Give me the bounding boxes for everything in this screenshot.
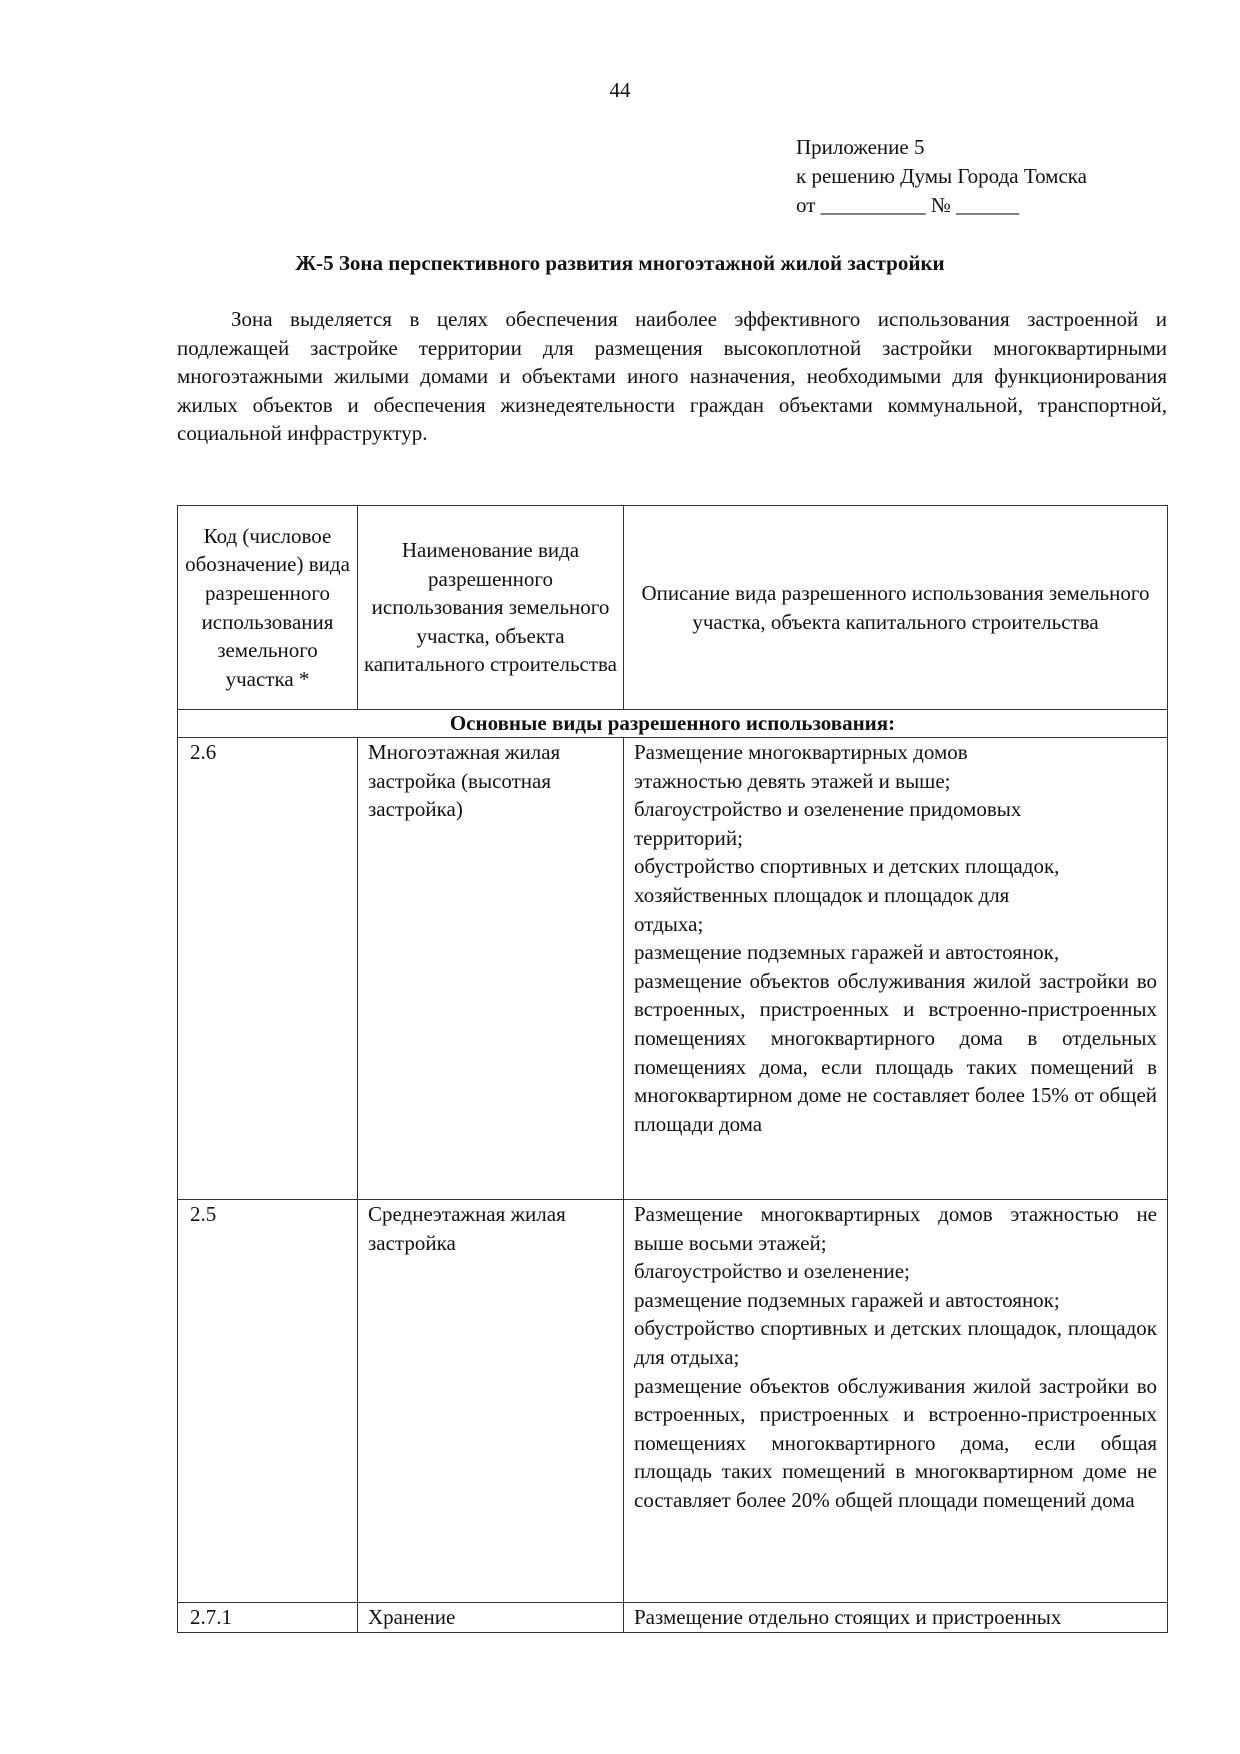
description-line: размещение подземных гаражей и автостоянок;	[634, 1287, 1060, 1312]
description-line: хозяйственных площадок и площадок для	[634, 882, 1010, 907]
description-line: размещение подземных гаражей и автостоянок,	[634, 940, 1060, 965]
header-description: Описание вида разрешенного использования земельного участка, объекта капитального строительства	[624, 506, 1168, 710]
cell-name: Хранение	[358, 1603, 624, 1633]
cell-description	[624, 1200, 1168, 1603]
description-line: Размещение многоквартирных домов	[634, 740, 968, 764]
description-line: размещение объектов обслуживания жилой застройки во встроенных, пристроенных и встроенно-пристроенных помещениях многоквартирного дома в отдельных помещениях дома, если площадь таких помещений в многоквартирном доме не составляет более 15% от общей площади дома	[634, 968, 1157, 1136]
zone-title: Ж-5 Зона перспективного развития многоэтажной жилой застройки	[295, 251, 945, 275]
cell-description	[624, 1603, 1168, 1633]
description-line: Размещение отдельно стоящих и пристроенных	[634, 1605, 1062, 1629]
table-row	[178, 1200, 1168, 1603]
appendix-line-3: от __________ № ______	[796, 193, 1020, 217]
description-line: отдыха;	[634, 911, 704, 936]
description-line: размещение объектов обслуживания жилой застройки во встроенных, пристроенных и встроенно-пристроенных помещениях многоквартирного дома, если общая площадь таких помещений в многоквартирном доме не составляет более 20% общей площади помещений дома	[634, 1373, 1157, 1512]
description-line: обустройство спортивных и детских площадок, площадок для отдыха;	[634, 1316, 1157, 1369]
cell-name: Многоэтажная жилая застройка (высотная застройка)	[358, 738, 624, 1200]
cell-code: 2.7.1	[178, 1603, 358, 1633]
page-number: 44	[609, 78, 631, 102]
intro-paragraph: Зона выделяется в целях обеспечения наиболее эффективного использования застроенной и подлежащей застройке территории для размещения высокоплотной застройки многоквартирными многоэтажными жилыми домами и объектами иного назначения, необходимыми для функционирования жилых объектов и обеспечения жизнедеятельности граждан объектами коммунальной, транспортной, социальной инфраструктур.	[177, 307, 1167, 446]
cell-code: 2.5	[178, 1200, 358, 1603]
description-line: этажностью девять этажей и выше;	[634, 768, 951, 793]
header-code: Код (числовое обозначение) вида разрешенного использования земельного участка *	[178, 506, 358, 710]
appendix-line-1: Приложение 5	[796, 135, 925, 159]
section-row	[178, 710, 1168, 738]
description-line: благоустройство и озеленение придомовых	[634, 797, 1022, 822]
cell-name: Среднеэтажная жилая застройка	[358, 1200, 624, 1603]
section-title: Основные виды разрешенного использования:	[178, 710, 1168, 738]
description-line: обустройство спортивных и детских площадок,	[634, 854, 1060, 879]
description-line: благоустройство и озеленение;	[634, 1259, 910, 1284]
header-name: Наименование вида разрешенного использования земельного участка, объекта капитального строительства	[358, 506, 624, 710]
appendix-line-2: к решению Думы Города Томска	[796, 164, 1087, 188]
permitted-use-table	[177, 505, 1168, 1633]
cell-code: 2.6	[178, 738, 358, 1200]
table-row	[178, 738, 1168, 1200]
table-header-row	[178, 506, 1168, 710]
table-row	[178, 1603, 1168, 1633]
appendix-reference	[796, 133, 1087, 220]
cell-description	[624, 738, 1168, 1200]
description-line: территорий;	[634, 825, 743, 850]
description-line: Размещение многоквартирных домов этажностью не выше восьми этажей;	[634, 1202, 1157, 1255]
